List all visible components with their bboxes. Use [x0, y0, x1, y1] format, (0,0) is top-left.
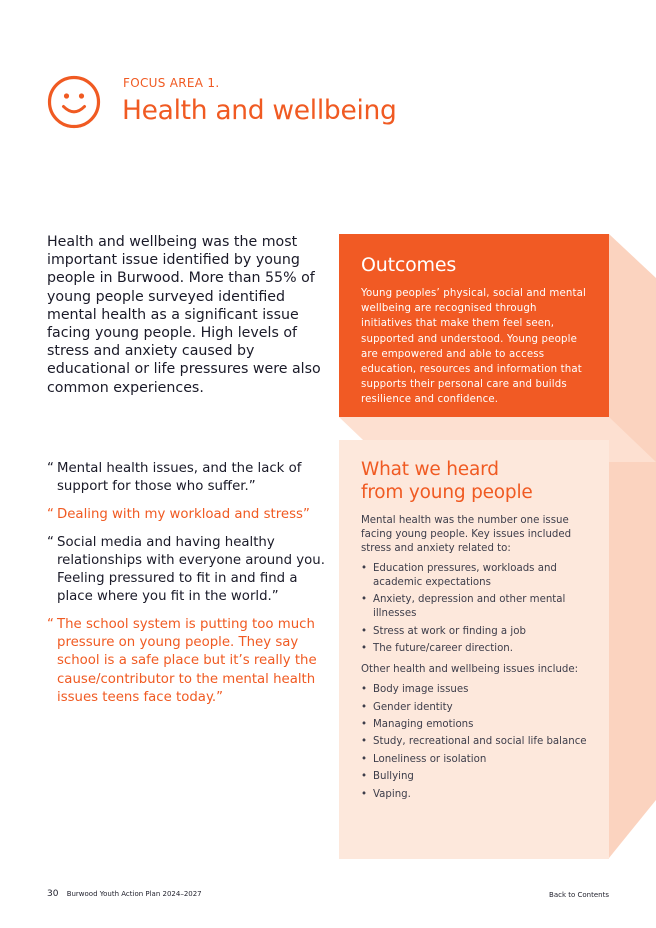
- page-number: 30: [47, 889, 59, 899]
- list-item: [361, 753, 587, 767]
- smiley-face-icon: [47, 75, 101, 129]
- quote-text: Dealing with my workload and stress”: [57, 506, 310, 522]
- quote-mark: “: [47, 534, 54, 550]
- list-item-text: Body image issues: [373, 684, 469, 696]
- page-footer: [47, 889, 609, 899]
- bullet: •: [361, 643, 368, 655]
- quote-mark: “: [47, 616, 54, 632]
- intro-paragraph: Health and wellbeing was the most important issue identified by young people in Burwood. More than 55% of young people surveyed identified mental health as a significant issue facing young people. High levels of stress and anxiety caused by educational or life pressures were also common experiences.: [47, 234, 321, 396]
- bullet: •: [361, 684, 368, 696]
- heard-title: [361, 458, 587, 504]
- quote-mark: “: [47, 461, 54, 476]
- back-to-contents-link[interactable]: Back to Contents: [549, 891, 609, 899]
- bullet: •: [361, 753, 368, 765]
- quote-item: [47, 506, 332, 524]
- list-item-text: Gender identity: [373, 701, 453, 713]
- bullet: •: [361, 788, 368, 800]
- list-item: [361, 718, 587, 732]
- list-item: [361, 562, 587, 590]
- list-item: [361, 625, 587, 639]
- list-item: [361, 735, 587, 749]
- list-item-text: Education pressures, workloads and academic expectations: [373, 563, 557, 588]
- quote-text: Social media and having healthy relationships with everyone around you. Feeling pressured to fit in and find a place where you fit in the world.”: [57, 534, 325, 605]
- bullet: •: [361, 736, 368, 748]
- quote-mark: “: [47, 506, 54, 522]
- list-item-text: The future/career direction.: [373, 643, 513, 655]
- quote-item: [47, 616, 332, 707]
- youth-quotes: [47, 460, 332, 716]
- document-title: Burwood Youth Action Plan 2024–2027: [66, 890, 202, 898]
- list-item-text: Stress at work or finding a job: [373, 625, 526, 637]
- bullet: •: [361, 625, 368, 637]
- list-item: [361, 683, 587, 697]
- outcomes-title: Outcomes: [361, 254, 457, 276]
- list-item-text: Bullying: [373, 771, 414, 783]
- outcomes-panel: [339, 234, 609, 417]
- outcomes-body: Young peoples’ physical, social and mental wellbeing are recognised through initiatives that make them feel seen, supported and understood. Young people are empowered and able to access education, resources and information that supports their personal care and builds resilience and confidence.: [361, 288, 586, 406]
- bullet: •: [361, 701, 368, 713]
- bullet: •: [361, 771, 368, 783]
- bullet: •: [361, 594, 368, 606]
- other-issues-intro: Other health and wellbeing issues include:: [361, 664, 579, 676]
- list-item-text: Study, recreational and social life balance: [373, 736, 587, 748]
- bullet: •: [361, 563, 368, 574]
- list-item-text: Managing emotions: [373, 718, 474, 730]
- quote-item: [47, 534, 332, 607]
- key-issues-list: [361, 562, 587, 656]
- list-item: [361, 593, 587, 621]
- heard-title-line1: What we heard: [361, 459, 499, 480]
- quote-item: [47, 460, 332, 496]
- quote-text: Mental health issues, and the lack of support for those who suffer.”: [57, 461, 302, 495]
- list-item-text: Loneliness or isolation: [373, 753, 487, 765]
- focus-area-label: FOCUS AREA 1.: [123, 76, 220, 90]
- quote-text: The school system is putting too much pressure on young people. They say school is a safe place but it’s really the cause/contributor to the mental health issues teens face today.”: [57, 616, 317, 705]
- list-item: [361, 788, 587, 802]
- other-issues-list: [361, 683, 587, 801]
- list-item: [361, 642, 587, 656]
- what-we-heard-panel: [339, 440, 609, 859]
- heard-title-line2: from young people: [361, 482, 533, 503]
- page-title: Health and wellbeing: [122, 95, 397, 126]
- heard-intro: Mental health was the number one issue facing young people. Key issues included stress and anxiety related to:: [361, 515, 572, 554]
- list-item: [361, 770, 587, 784]
- list-item-text: Vaping.: [373, 788, 411, 800]
- list-item-text: Anxiety, depression and other mental illnesses: [373, 594, 566, 620]
- list-item: [361, 701, 587, 715]
- bullet: •: [361, 718, 368, 730]
